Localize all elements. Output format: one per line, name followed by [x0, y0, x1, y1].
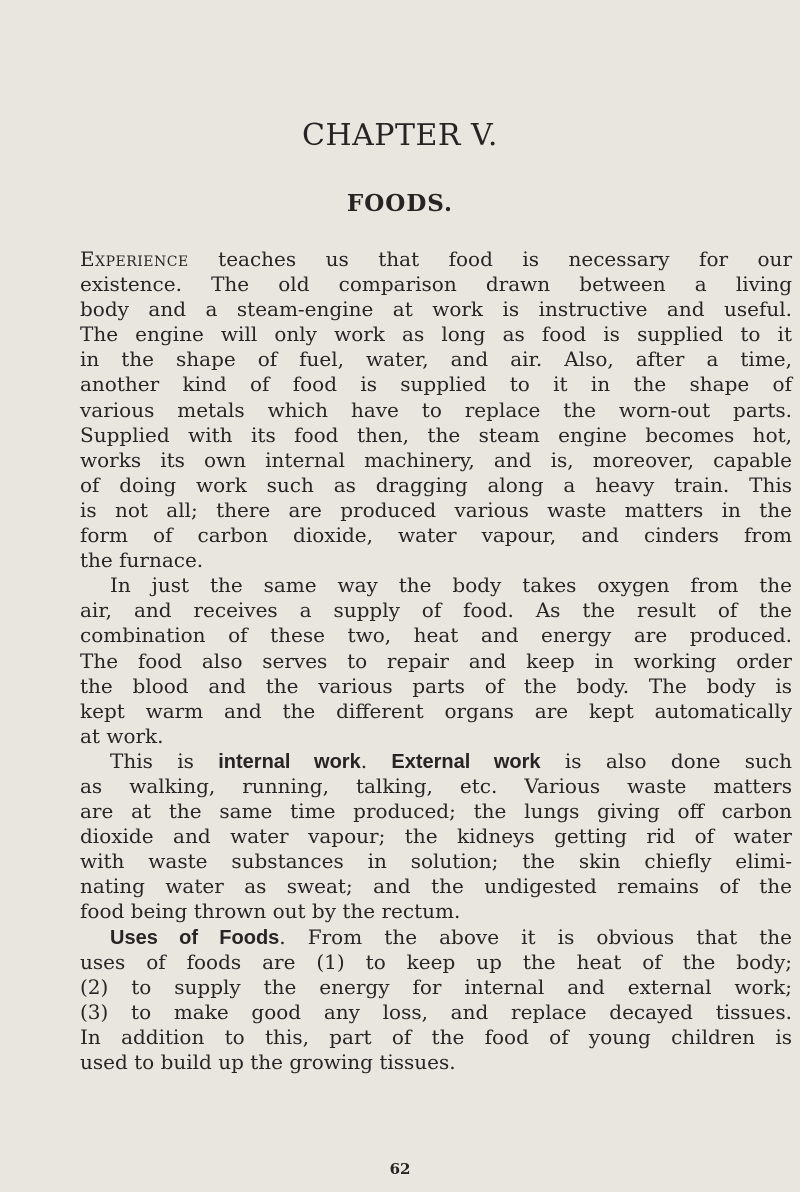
text-line [80, 498, 792, 523]
text-line [80, 322, 792, 347]
text-span: various metals which have to replace the worn-out parts. [80, 397, 792, 422]
text-line [80, 448, 792, 473]
text-span: of doing work such as dragging along a heavy train. This [80, 472, 792, 497]
text-span: is also done such [540, 748, 792, 773]
text-line [80, 899, 792, 924]
text-line [80, 523, 792, 548]
bold-term: internal work [218, 750, 361, 773]
text-line [80, 1025, 792, 1050]
text-line [80, 598, 792, 623]
text-line [80, 297, 792, 322]
text-line [80, 398, 792, 423]
text-line [80, 799, 792, 824]
text-span: In addition to this, part of the food of young children is [80, 1024, 792, 1049]
text-span: form of carbon dioxide, water vapour, and cinders from [80, 523, 792, 548]
text-span: the furnace. [80, 548, 204, 573]
text-line [80, 548, 792, 573]
text-span: The food also serves to repair and keep in working order [80, 648, 792, 673]
chapter-title: FOODS. [346, 190, 454, 217]
text-span: works its own internal machinery, and is, moreover, capable [80, 447, 792, 472]
text-span: . From the above it is obvious that the [279, 924, 792, 949]
page-number: 62 [389, 1160, 411, 1178]
text-line [80, 699, 792, 724]
text-line [80, 272, 792, 297]
text-span: existence. The old comparison drawn between a living [80, 272, 792, 297]
text-span: (2) to supply the energy for internal and external work; [80, 974, 792, 999]
text-line [80, 649, 792, 674]
bold-term: Uses of Foods [110, 926, 280, 949]
text-span: kept warm and the different organs are kept automatically [80, 698, 792, 723]
text-line [80, 774, 792, 799]
text-span: is not all; there are produced various waste matters in the [80, 497, 792, 522]
text-span: This is [110, 748, 219, 773]
text-line [80, 874, 792, 899]
text-span: dioxide and water vapour; the kidneys getting rid of water [80, 824, 792, 849]
body-text [80, 247, 792, 1075]
text-line [80, 674, 792, 699]
text-span: In just the same way the body takes oxygen from the [110, 573, 792, 598]
text-span: with waste substances in solution; the skin chiefly elimi- [80, 849, 792, 874]
text-span: air, and receives a supply of food. As the result of the [80, 598, 792, 623]
text-span: teaches us that food is necessary for our [188, 247, 792, 271]
text-line [80, 1050, 792, 1075]
text-span: the blood and the various parts of the body. The body is [80, 673, 792, 698]
text-span: (3) to make good any loss, and replace decayed tissues. [80, 999, 792, 1024]
text-span: at work. [80, 723, 164, 748]
text-line [80, 573, 792, 598]
text-span: food being thrown out by the rectum. [80, 899, 461, 924]
text-line [80, 247, 792, 272]
bold-term: External work [391, 750, 541, 773]
text-line [80, 749, 792, 774]
text-span: used to build up the growing tissues. [80, 1050, 456, 1074]
text-line [80, 824, 792, 849]
text-line [80, 372, 792, 397]
text-line [80, 950, 792, 975]
text-line [80, 1000, 792, 1025]
text-span: as walking, running, talking, etc. Various waste matters [80, 773, 792, 798]
text-span: in the shape of fuel, water, and air. Also, after a time, [80, 347, 792, 372]
lead-word: Experience [80, 247, 189, 271]
text-line [80, 724, 792, 749]
text-span: Supplied with its food then, the steam engine becomes hot, [80, 422, 792, 447]
text-span: . [360, 748, 392, 773]
text-span: body and a steam-engine at work is instructive and useful. [80, 297, 792, 322]
text-span: another kind of food is supplied to it in the shape of [80, 372, 792, 397]
chapter-heading: CHAPTER V. [302, 118, 498, 153]
text-line [80, 975, 792, 1000]
text-span: are at the same time produced; the lungs giving off carbon [80, 799, 792, 824]
text-span: uses of foods are (1) to keep up the heat of the body; [80, 949, 792, 974]
text-line [80, 347, 792, 372]
text-line [80, 623, 792, 648]
text-line [80, 925, 792, 950]
text-span: combination of these two, heat and energy are produced. [80, 623, 792, 648]
text-line [80, 473, 792, 498]
text-span: The engine will only work as long as food is supplied to it [80, 322, 792, 347]
text-span: nating water as sweat; and the undigested remains of the [80, 874, 792, 899]
text-line [80, 423, 792, 448]
text-line [80, 849, 792, 874]
